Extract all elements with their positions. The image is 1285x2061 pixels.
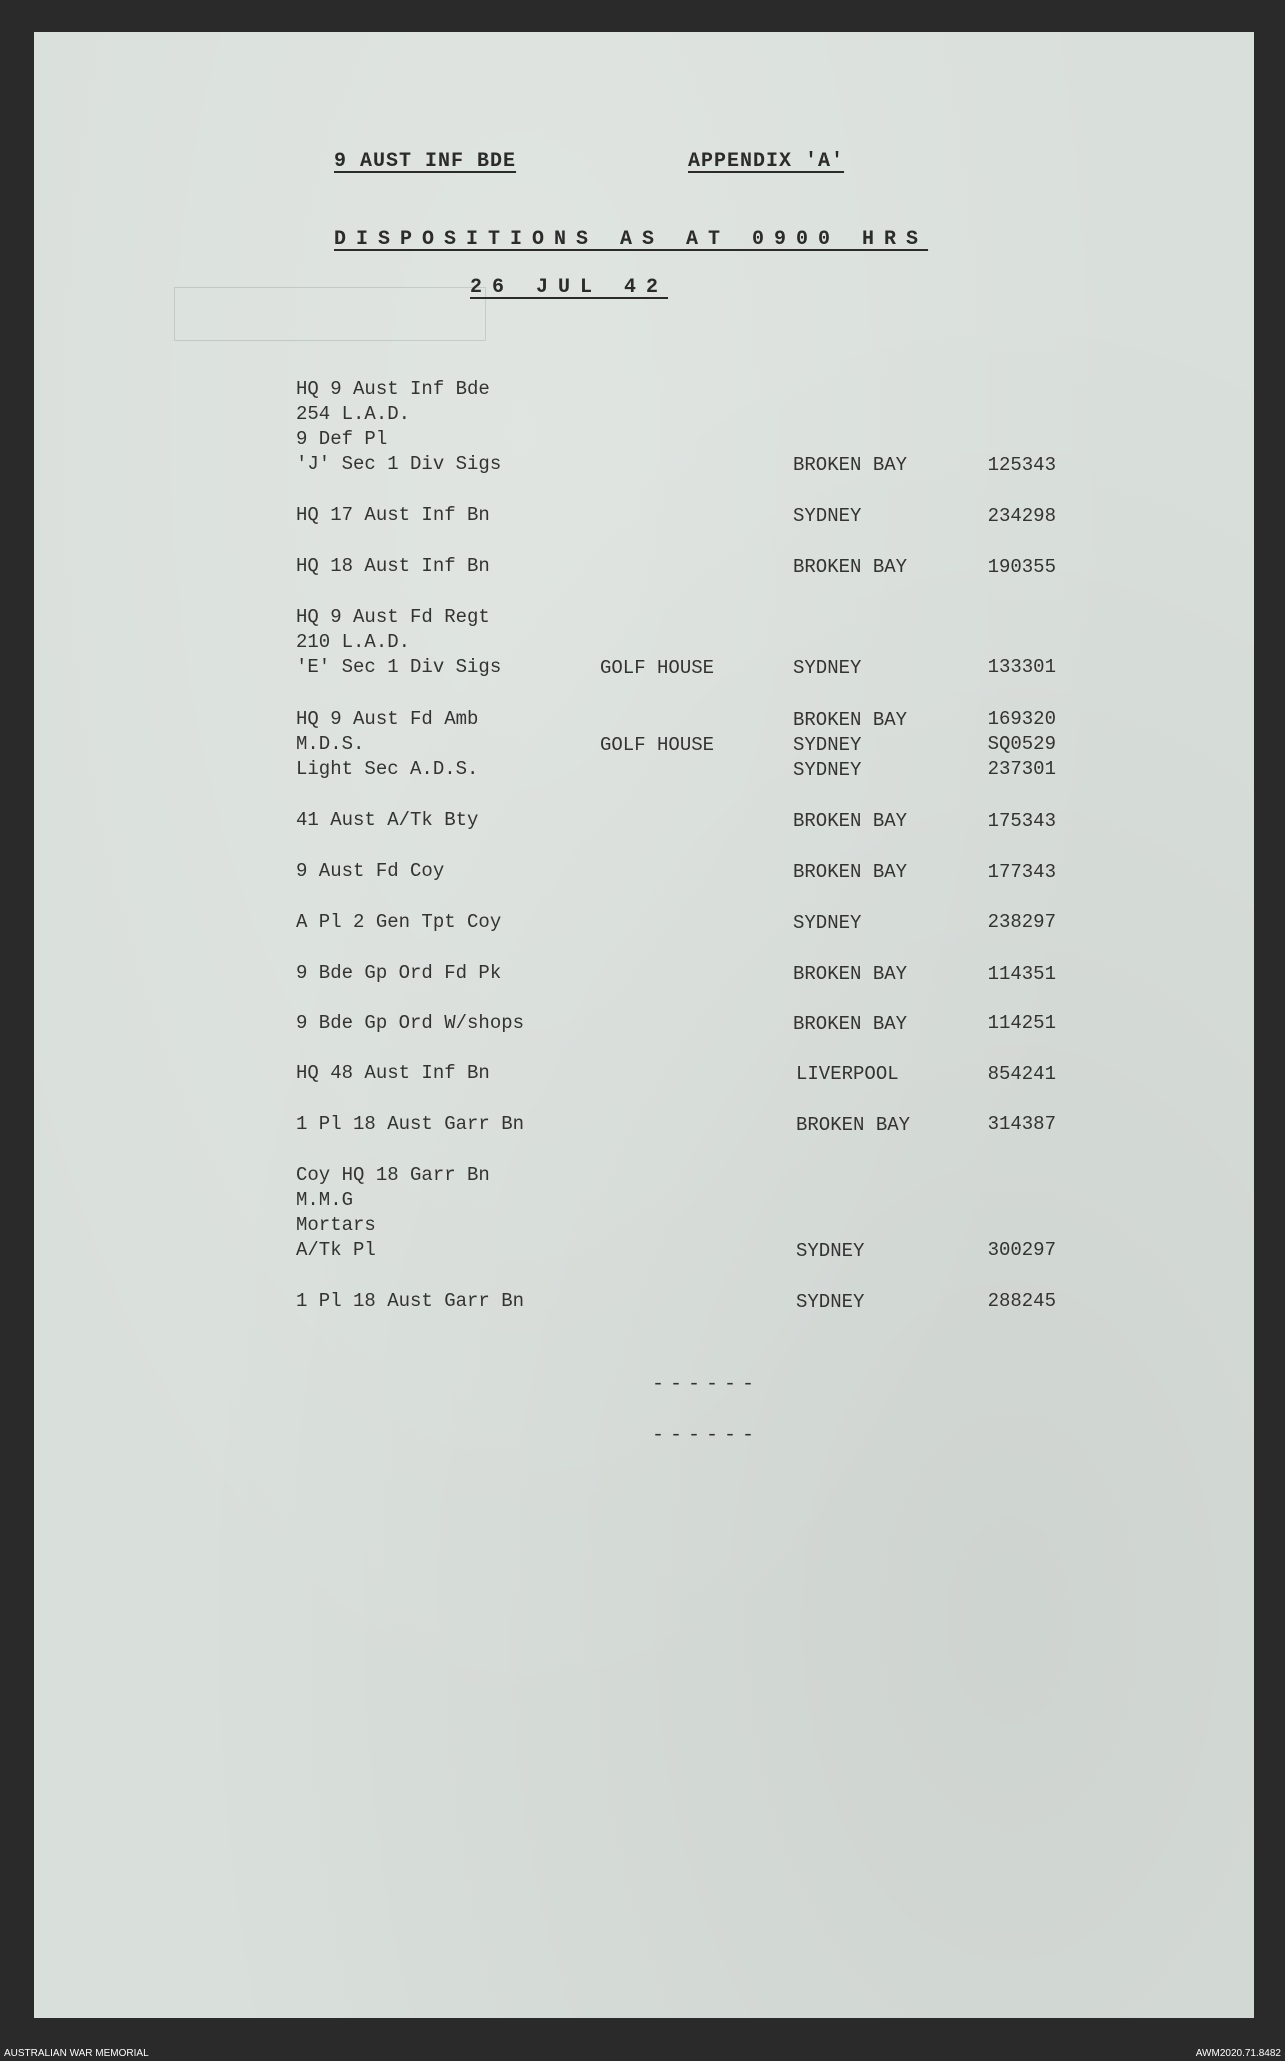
map-reference: 114251 bbox=[987, 1012, 1056, 1034]
unit-label: 'E' Sec 1 Div Sigs bbox=[296, 656, 502, 678]
unit-label: 9 Bde Gp Ord W/shops bbox=[296, 1012, 525, 1034]
map-reference: 854241 bbox=[987, 1063, 1056, 1085]
map-reference: 190355 bbox=[987, 556, 1056, 578]
place-label: SYDNEY bbox=[796, 1291, 865, 1313]
appendix-heading: APPENDIX 'A' bbox=[688, 150, 845, 173]
unit-label: 41 Aust A/Tk Bty bbox=[296, 809, 479, 831]
map-reference: 125343 bbox=[987, 454, 1056, 476]
unit-label: 9 Def Pl bbox=[296, 428, 388, 450]
brigade-heading: 9 AUST INF BDE bbox=[334, 150, 517, 173]
map-reference: 237301 bbox=[987, 758, 1056, 780]
map-reference: 114351 bbox=[987, 963, 1056, 985]
unit-label: A/Tk Pl bbox=[296, 1239, 376, 1261]
location-label: GOLF HOUSE bbox=[600, 734, 715, 756]
place-label: SYDNEY bbox=[793, 759, 862, 781]
unit-label: 1 Pl 18 Aust Garr Bn bbox=[296, 1113, 525, 1135]
unit-label: M.M.G bbox=[296, 1189, 354, 1211]
place-label: SYDNEY bbox=[796, 1240, 865, 1262]
map-reference: 133301 bbox=[987, 656, 1056, 678]
unit-label: M.D.S. bbox=[296, 733, 365, 755]
page-title: DISPOSITIONS AS AT 0900 HRS bbox=[334, 228, 929, 251]
map-reference: 238297 bbox=[987, 911, 1056, 933]
place-label: SYDNEY bbox=[793, 657, 862, 679]
unit-label: 9 Bde Gp Ord Fd Pk bbox=[296, 962, 502, 984]
map-reference: 169320 bbox=[987, 708, 1056, 730]
unit-label: HQ 18 Aust Inf Bn bbox=[296, 555, 490, 577]
unit-label: Mortars bbox=[296, 1214, 376, 1236]
map-reference: 234298 bbox=[987, 505, 1056, 527]
map-reference: 300297 bbox=[987, 1239, 1056, 1261]
unit-label: 'J' Sec 1 Div Sigs bbox=[296, 453, 502, 475]
place-label: BROKEN BAY bbox=[793, 709, 908, 731]
place-label: SYDNEY bbox=[793, 734, 862, 756]
date-heading: 26 JUL 42 bbox=[470, 276, 669, 299]
unit-label: HQ 9 Aust Inf Bde bbox=[296, 378, 490, 400]
place-label: BROKEN BAY bbox=[793, 861, 908, 883]
map-reference: 314387 bbox=[987, 1113, 1056, 1135]
unit-label: 9 Aust Fd Coy bbox=[296, 860, 445, 882]
place-label: LIVERPOOL bbox=[796, 1063, 899, 1085]
map-reference: SQ0529 bbox=[987, 733, 1056, 755]
map-reference: 175343 bbox=[987, 810, 1056, 832]
place-label: BROKEN BAY bbox=[793, 556, 908, 578]
place-label: BROKEN BAY bbox=[796, 1114, 911, 1136]
unit-label: HQ 48 Aust Inf Bn bbox=[296, 1062, 490, 1084]
document-page bbox=[34, 32, 1254, 2018]
place-label: SYDNEY bbox=[793, 912, 862, 934]
unit-label: A Pl 2 Gen Tpt Coy bbox=[296, 911, 502, 933]
map-reference: 177343 bbox=[987, 861, 1056, 883]
unit-label: Light Sec A.D.S. bbox=[296, 758, 479, 780]
separator-line: ------ bbox=[652, 1373, 761, 1396]
place-label: BROKEN BAY bbox=[793, 454, 908, 476]
footer-credit: AUSTRALIAN WAR MEMORIAL bbox=[4, 2048, 149, 2059]
footer-reference: AWM2020.71.8482 bbox=[1195, 2048, 1281, 2059]
map-reference: 288245 bbox=[987, 1290, 1056, 1312]
unit-label: 254 L.A.D. bbox=[296, 403, 411, 425]
faint-stamp-box bbox=[174, 287, 486, 341]
unit-label: 210 L.A.D. bbox=[296, 631, 411, 653]
unit-label: HQ 9 Aust Fd Regt bbox=[296, 606, 490, 628]
place-label: BROKEN BAY bbox=[793, 1013, 908, 1035]
place-label: SYDNEY bbox=[793, 505, 862, 527]
place-label: BROKEN BAY bbox=[793, 810, 908, 832]
unit-label: HQ 17 Aust Inf Bn bbox=[296, 504, 490, 526]
place-label: BROKEN BAY bbox=[793, 963, 908, 985]
unit-label: Coy HQ 18 Garr Bn bbox=[296, 1164, 490, 1186]
unit-label: HQ 9 Aust Fd Amb bbox=[296, 708, 479, 730]
unit-label: 1 Pl 18 Aust Garr Bn bbox=[296, 1290, 525, 1312]
location-label: GOLF HOUSE bbox=[600, 657, 715, 679]
separator-line: ------ bbox=[652, 1424, 761, 1447]
